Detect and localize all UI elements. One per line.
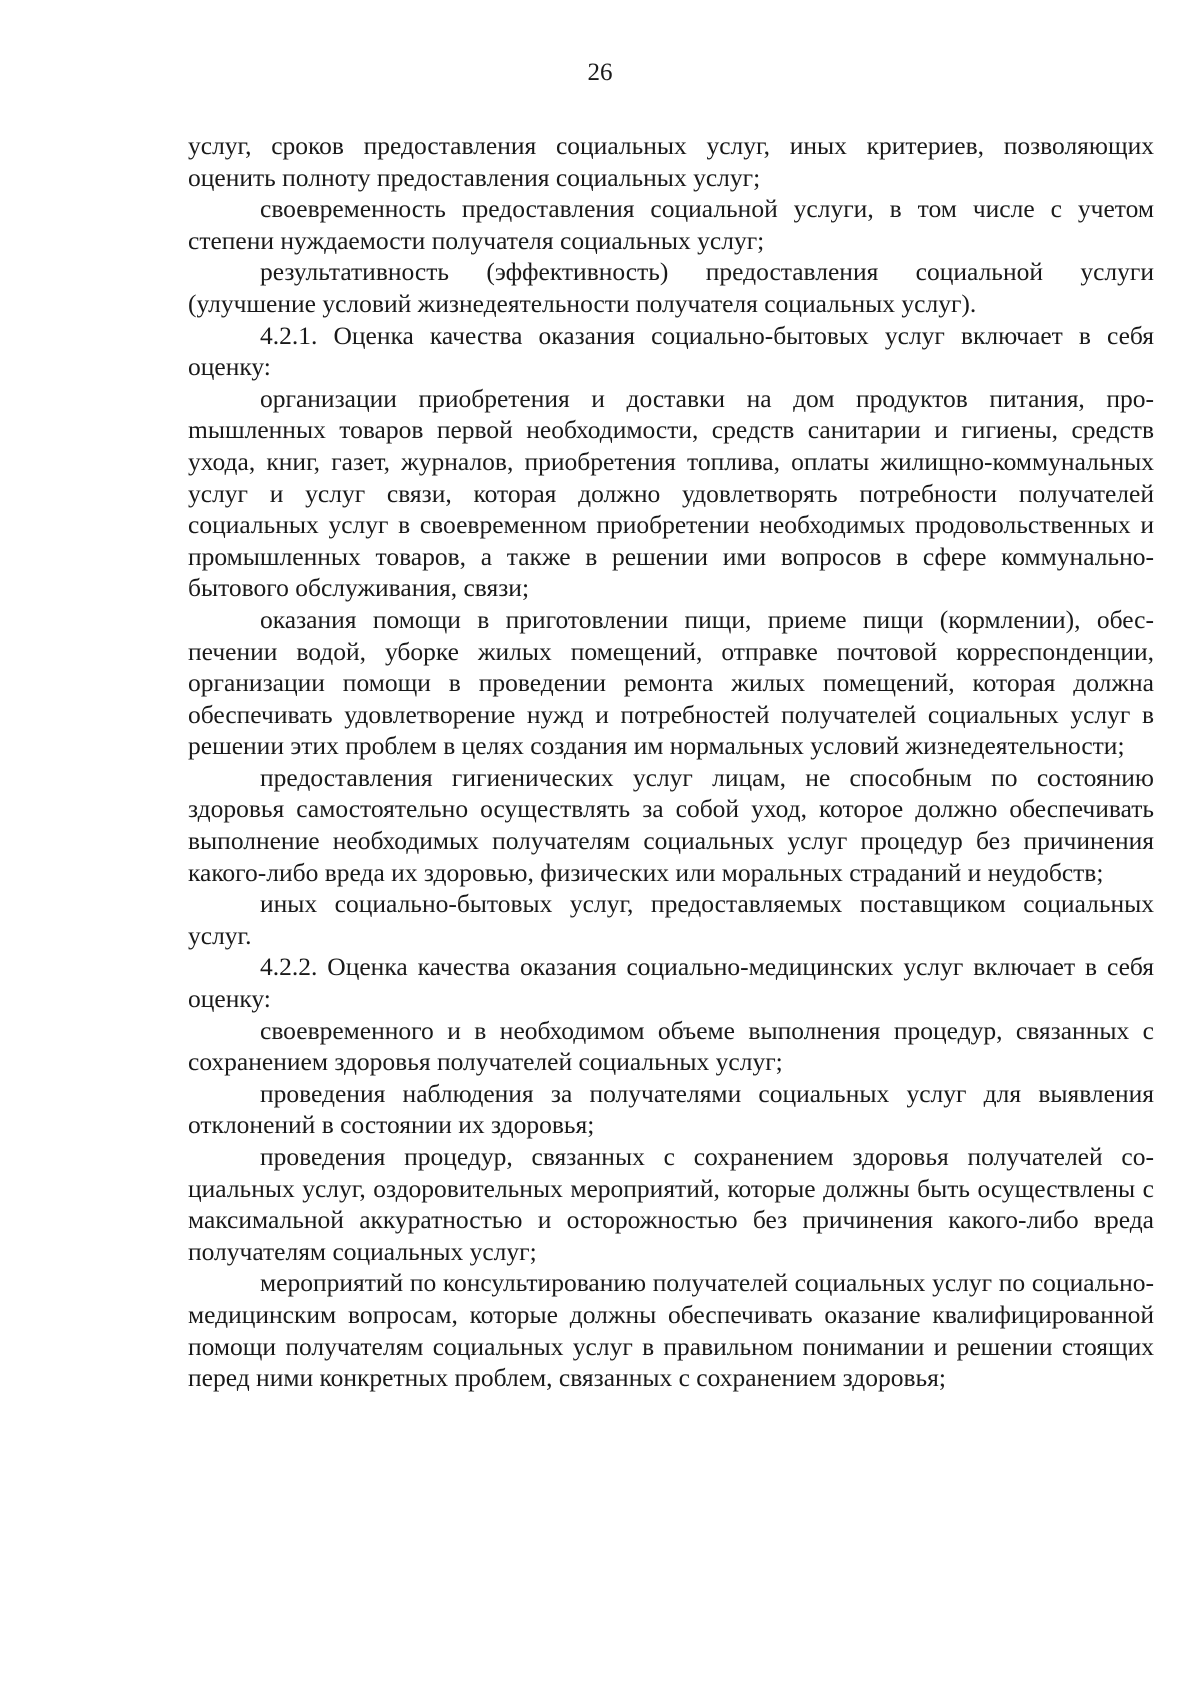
paragraph: услуг, сроков предоставления социальных услуг, иных критериев, позволяющих оценить полноту предоставления социальных услуг; bbox=[188, 131, 1154, 192]
section-heading-paragraph: 4.2.2. Оценка качества оказания социально-медицинских услуг включает в себя оценку: bbox=[188, 952, 1154, 1014]
paragraph: иных социально-бытовых услуг, предоставляемых поставщиком социальных услуг. bbox=[188, 889, 1154, 950]
paragraph: своевременность предоставления социальной услуги, в том числе с учетом степени нуждаемости получателя социальных услуг; bbox=[188, 194, 1154, 255]
paragraph: результативность (эффективность) предоставления социальной услуги (улучшение условий жизнедеятельности получателя социальных услуг). bbox=[188, 257, 1154, 318]
paragraph: оказания помощи в приготовлении пищи, приеме пищи (кормлении), обеспечении водой, уборке жилых помещений, отправке почтовой корреспонденции, организации помощи в проведении ремонта жилых помещений, которая должна обеспечивать удовлетворение нужд и потребностей получателей социальных услуг в решении этих проблем в целях создания им нормальных условий жизнедеятельности; bbox=[188, 604, 1154, 761]
page-number: 26 bbox=[587, 59, 613, 86]
paragraph: организации приобретения и доставки на дом продуктов питания, проmышленных товаров первой необходимости, средств санитарии и гигиены, средств ухода, книг, газет, журналов, приобретения топлива, оплаты жилищно-коммунальных услуг и услуг связи, которая должно удовлетворять потребности получателей социальных услуг в своевременном приобретении необходимых продовольственных и промышленных товаров, а также в решении ими вопросов в сфере коммунально-бытового обслуживания, связи; bbox=[188, 383, 1154, 603]
paragraph: своевременного и в необходимом объеме выполнения процедур, связанных с сохранением здоровья получателей социальных услуг; bbox=[188, 1015, 1154, 1077]
section-heading-paragraph: 4.2.1. Оценка качества оказания социально-бытовых услуг включает в себя оценку: bbox=[188, 320, 1154, 382]
document-body bbox=[188, 130, 1154, 1394]
paragraph: предоставления гигиенических услуг лицам, не способным по состоянию здоровья самостоятельно осуществлять за собой уход, которое должно обеспечивать выполнение необходимых получателям социальных услуг процедур без причинения какого-либо вреда их здоровью, физических или моральных страданий и неудобств; bbox=[188, 762, 1154, 887]
paragraph: проведения процедур, связанных с сохранением здоровья получателей социальных услуг, оздоровительных мероприятий, которые должны быть осуществлены с максимальной аккуратностью и осторожностью без причинения какого-либо вреда получателям социальных услуг; bbox=[188, 1142, 1154, 1266]
paragraph: мероприятий по консультированию получателей социальных услуг по социально-медицинским вопросам, которые должны обеспечивать оказание квалифицированной помощи получателям социальных услуг в правильном понимании и решении стоящих перед ними конкретных проблем, связанных с сохранением здоровья; bbox=[188, 1268, 1154, 1393]
paragraph: проведения наблюдения за получателями социальных услуг для выявления отклонений в состоянии их здоровья; bbox=[188, 1078, 1154, 1140]
